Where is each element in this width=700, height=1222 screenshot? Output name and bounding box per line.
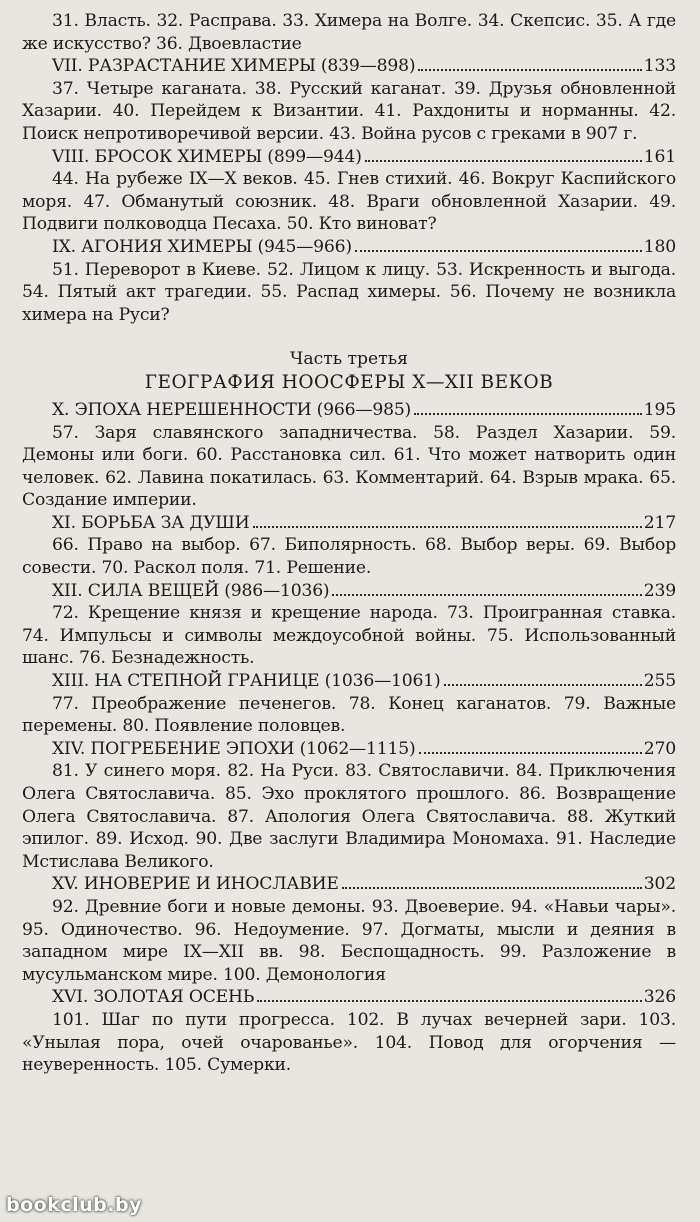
chapter-title: XII. СИЛА ВЕЩЕЙ (986—1036) [52,580,330,601]
chapter-entry [52,399,676,422]
chapter-title: XV. ИНОВЕРИЕ И ИНОСЛАВИЕ [52,874,339,895]
section-list-paragraph: 31. Власть. 32. Расправа. 33. Химера на Волге. 34. Скепсис. 35. А где же искусство? 36. Двоевластие [22,11,676,54]
chapter-title: VII. РАЗРАСТАНИЕ ХИМЕРЫ (839—898) [52,56,416,77]
page-number: 302 [643,874,676,895]
section-list-paragraph: 92. Древние боги и новые демоны. 93. Двоеверие. 94. «Навьи чары». 95. Одиночество. 96. Недоумение. 97. Догматы, мысли и деяния в западном мире IX—XII вв. 98. Беспощадность. 99. Разложение в мусульманском мире. 100. Демонология [22,896,676,985]
chapter-title: X. ЭПОХА НЕРЕШЕННОСТИ (966—985) [52,399,412,420]
table-of-contents [22,10,676,1077]
section-list-paragraph: 51. Переворот в Киеве. 52. Лицом к лицу. 53. Искренность и выгода. 54. Пятый акт трагедии. 55. Распад химеры. 56. Почему не возникла химера на Руси? [22,259,676,325]
section-list-paragraph: 101. Шаг по пути прогресса. 102. В лучах вечерней зари. 103. «Унылая пора, очей очарованье». 104. Повод для огорчения — неуверенность. 105. Сумерки. [22,1009,676,1076]
watermark: bookclub.by [6,1194,142,1216]
page-number: 270 [643,738,676,759]
chapter-entry [52,670,676,693]
dot-leader [365,160,642,162]
chapter-entry [52,986,676,1009]
dot-leader [332,594,641,596]
chapter-entry [52,738,676,761]
section-list-paragraph: 44. На рубеже IX—X веков. 45. Гнев стихий. 46. Вокруг Каспийского моря. 47. Обманутый союзник. 48. Враги обновленной Хазарии. 49. Подвиги полководца Песаха. 50. Кто виноват? [22,169,676,235]
section-list-paragraph: 77. Преображение печенегов. 78. Конец каганатов. 79. Важные перемены. 80. Появление половцев. [22,693,676,737]
section-list-paragraph: 81. У синего моря. 82. На Руси. 83. Святославичи. 84. Приключения Олега Святославича. 85. Эхо проклятого прошлого. 86. Возвращение Олега Святославича. 87. Апология Олега Святославича. 88. Жуткий эпилог. 89. Исход. 90. Две заслуги Владимира Мономаха. 91. Наследие Мстислава Великого. [22,761,676,872]
dot-leader [418,69,641,71]
section-list-paragraph: 66. Право на выбор. 67. Биполярность. 68. Выбор веры. 69. Выбор совести. 70. Раскол поля. 71. Решение. [22,535,676,579]
section-list-paragraph: 37. Четыре каганата. 38. Русский каганат. 39. Друзья обновленной Хазарии. 40. Перейдем к Византии. 41. Рахдониты и норманны. 42. Поиск непротиворечивой версии. 43. Война русов с греками в 907 г. [22,78,676,144]
part-title: ГЕОГРАФИЯ НООСФЕРЫ X—XII ВЕКОВ [144,371,554,393]
chapter-entry [52,580,676,603]
section-list-paragraph: 57. Заря славянского западничества. 58. Раздел Хазарии. 59. Демоны или боги. 60. Расстановка сил. 61. Что может натворить один человек. 62. Лавина покатилась. 63. Комментарий. 64. Взрыв мрака. 65. Создание империи. [22,422,676,511]
page-number: 133 [643,56,676,77]
page-number: 195 [643,399,676,420]
page-number: 255 [643,671,676,692]
page-number: 180 [643,236,676,257]
chapter-title: IX. АГОНИЯ ХИМЕРЫ (945—966) [52,236,352,257]
chapter-title: XIII. НА СТЕПНОЙ ГРАНИЦЕ (1036—1061) [52,671,441,692]
chapter-entry [52,512,676,535]
dot-leader [419,752,642,754]
dot-leader [355,250,642,252]
dot-leader [414,413,642,415]
section-list-paragraph: 72. Крещение князя и крещение народа. 73. Проигранная ставка. 74. Импульсы и символы междоусобной войны. 75. Использованный шанс. 76. Безнадежность. [22,603,676,669]
chapter-title: XIV. ПОГРЕБЕНИЕ ЭПОХИ (1062—1115) [52,738,416,759]
chapter-entry [52,146,676,169]
page-number: 239 [643,580,676,601]
dot-leader [342,887,642,889]
chapter-title: VIII. БРОСОК ХИМЕРЫ (899—944) [52,146,362,167]
chapter-entry [52,873,676,896]
page-number: 161 [643,146,676,167]
chapter-title: XVI. ЗОЛОТАЯ ОСЕНЬ [52,987,255,1008]
page-number: 326 [643,987,676,1008]
dot-leader [253,526,642,528]
dot-leader [444,684,642,686]
chapter-title: XI. БОРЬБА ЗА ДУШИ [52,512,250,533]
chapter-entry [52,55,676,78]
part-label: Часть третья [290,349,408,370]
chapter-entry [52,236,676,259]
dot-leader [257,1000,642,1002]
page-number: 217 [643,512,676,533]
